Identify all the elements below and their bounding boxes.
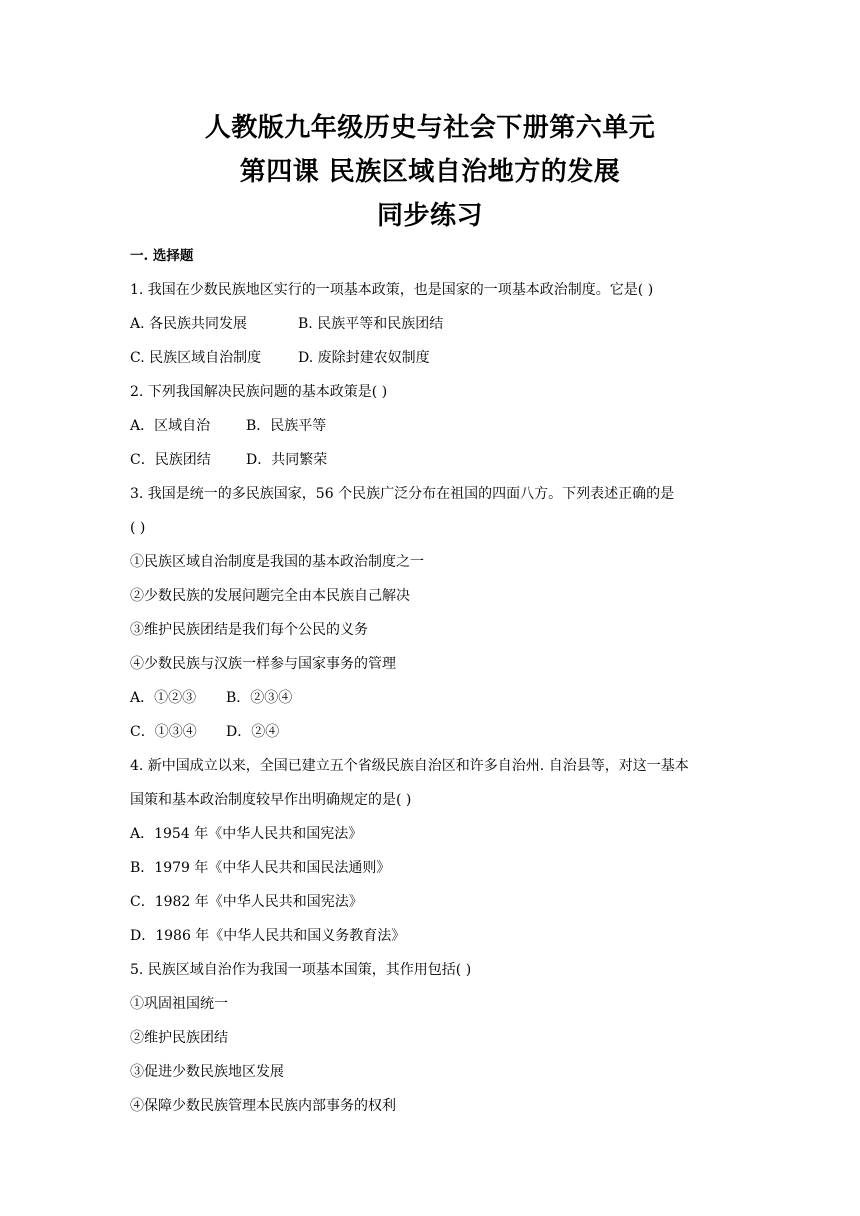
question-1-option-c: C. 民族区域自治制度 (130, 350, 262, 366)
section-heading: 一. 选择题 (130, 248, 194, 264)
question-1-stem: 1. 我国在少数民族地区实行的一项基本政策，也是国家的一项基本政治制度。它是( ) (130, 282, 654, 298)
question-2-option-c: C．民族团结 (130, 452, 211, 468)
question-2-options-row-1 (130, 416, 740, 436)
question-4-option-c: C．1982 年《中华人民共和国宪法》 (130, 894, 363, 910)
question-5-stem: 5. 民族区域自治作为我国一项基本国策，其作用包括( ) (130, 962, 472, 978)
question-3-statement-3: ③维护民族团结是我们每个公民的义务 (130, 622, 368, 638)
document-title-line-2: 第四课 民族区域自治地方的发展 (239, 157, 621, 187)
question-2-option-d: D．共同繁荣 (246, 452, 328, 468)
question-3-options-row-2 (130, 722, 740, 742)
question-3-options-row-1 (130, 688, 740, 708)
question-4-option-a: A．1954 年《中华人民共和国宪法》 (130, 826, 363, 842)
question-4-stem-line-1: 4. 新中国成立以来，全国已建立五个省级民族自治区和许多自治州. 自治县等，对这一基本 (130, 758, 689, 774)
question-3-stem-line-2: ( ) (130, 520, 146, 536)
question-5-statement-2: ②维护民族团结 (130, 1030, 228, 1046)
question-5-statement-4: ④保障少数民族管理本民族内部事务的权利 (130, 1098, 396, 1114)
question-3-option-c: C．①③④ (130, 724, 197, 740)
question-5-statement-3: ③促进少数民族地区发展 (130, 1064, 284, 1080)
question-1-option-d: D. 废除封建农奴制度 (298, 350, 430, 366)
question-1-option-a: A. 各民族共同发展 (130, 316, 248, 332)
question-1-options-row-2 (130, 348, 740, 368)
document-title-line-3: 同步练习 (376, 201, 483, 231)
question-3-statement-1: ①民族区域自治制度是我国的基本政治制度之一 (130, 554, 424, 570)
question-2-stem: 2. 下列我国解决民族问题的基本政策是( ) (130, 384, 388, 400)
question-3-statement-4: ④少数民族与汉族一样参与国家事务的管理 (130, 656, 396, 672)
question-4-option-d: D．1986 年《中华人民共和国义务教育法》 (130, 928, 406, 944)
question-1-options-row-1 (130, 314, 740, 334)
question-2-option-b: B．民族平等 (246, 418, 327, 434)
document-title-line-1: 人教版九年级历史与社会下册第六单元 (204, 113, 656, 143)
question-3-option-a: A．①②③ (130, 690, 197, 706)
question-2-option-a: A．区域自治 (130, 418, 211, 434)
question-3-option-d: D．②④ (226, 724, 280, 740)
question-4-option-b: B．1979 年《中华人民共和国民法通则》 (130, 860, 391, 876)
question-4-stem-line-2: 国策和基本政治制度较早作出明确规定的是( ) (130, 792, 412, 808)
question-3-statement-2: ②少数民族的发展问题完全由本民族自己解决 (130, 588, 410, 604)
question-2-options-row-2 (130, 450, 740, 470)
question-3-stem-line-1: 3. 我国是统一的多民族国家，56 个民族广泛分布在祖国的四面八方。下列表述正确的是 (130, 486, 675, 502)
question-5-statement-1: ①巩固祖国统一 (130, 996, 228, 1012)
question-3-option-b: B．②③④ (226, 690, 293, 706)
question-1-option-b: B. 民族平等和民族团结 (298, 316, 444, 332)
